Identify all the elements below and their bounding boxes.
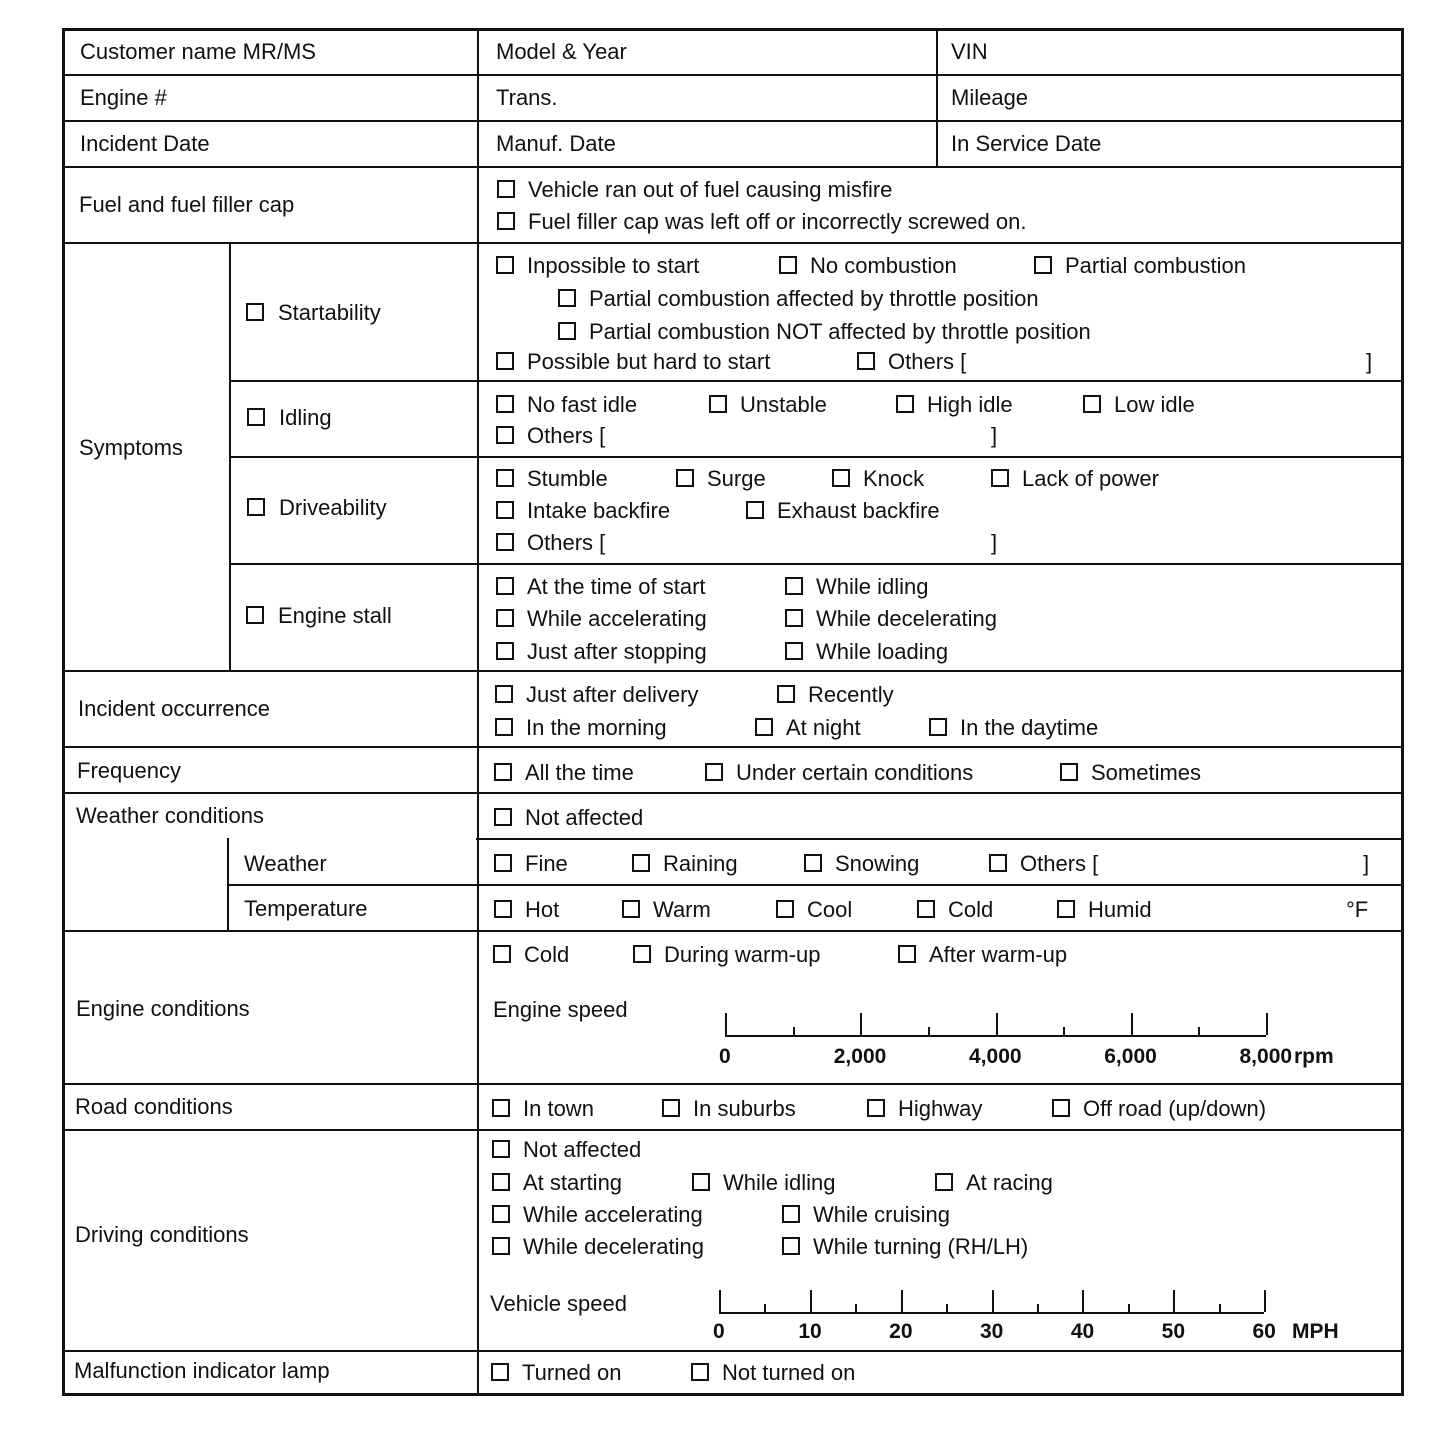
option-label: Sometimes xyxy=(1091,760,1202,785)
cold-checkbox[interactable] xyxy=(917,900,935,918)
row-divider xyxy=(62,670,1404,672)
option-label: While loading xyxy=(816,639,949,664)
rpm-minor-tick xyxy=(1063,1027,1065,1035)
close-bracket: ] xyxy=(991,423,998,448)
while-cruising-checkbox[interactable] xyxy=(782,1205,800,1223)
road-conditions-label: Road conditions xyxy=(75,1094,233,1119)
option-label: At the time of start xyxy=(527,574,706,599)
option-label: Others [ xyxy=(1020,851,1099,876)
in-the-daytime-checkbox[interactable] xyxy=(929,718,947,736)
option-label: While turning (RH/LH) xyxy=(813,1234,1029,1259)
hard-to-start-checkbox[interactable] xyxy=(496,352,514,370)
mph-major-tick xyxy=(992,1290,994,1312)
option-label: Inpossible to start xyxy=(527,253,700,278)
mph-minor-tick xyxy=(1037,1304,1039,1312)
recently-checkbox[interactable] xyxy=(777,685,795,703)
option-label: Cool xyxy=(807,897,853,922)
startability-label: Startability xyxy=(278,300,381,325)
mph-major-tick xyxy=(1264,1290,1266,1312)
mph-minor-tick xyxy=(946,1304,948,1312)
engine-speed-label: Engine speed xyxy=(493,997,628,1022)
mph-tick-label: 10 xyxy=(798,1320,822,1343)
option-label: During warm-up xyxy=(664,942,821,967)
option-label: Cold xyxy=(524,942,570,967)
option-label: Fine xyxy=(525,851,568,876)
rpm-axis-line xyxy=(725,1035,1266,1037)
column-divider xyxy=(936,28,938,166)
option-label: Low idle xyxy=(1114,392,1195,417)
row-divider xyxy=(62,930,1404,932)
option-label: Possible but hard to start xyxy=(527,349,771,374)
row-divider xyxy=(228,884,1404,886)
option-label: Not affected xyxy=(523,1137,642,1162)
rpm-major-tick xyxy=(860,1013,862,1035)
column-divider xyxy=(229,242,231,670)
vehicle-speed-label: Vehicle speed xyxy=(490,1291,627,1316)
mph-tick-label: 60 xyxy=(1252,1320,1276,1343)
option-label: Stumble xyxy=(527,466,608,491)
row-divider xyxy=(62,120,1404,122)
option-label: Highway xyxy=(898,1096,983,1121)
option-label: Warm xyxy=(653,897,711,922)
exhaust-backfire-checkbox[interactable] xyxy=(746,501,764,519)
option-label: All the time xyxy=(525,760,634,785)
row-divider xyxy=(230,380,1404,382)
row-divider xyxy=(62,1083,1404,1085)
time-of-start-checkbox[interactable] xyxy=(496,577,514,595)
rpm-tick-label: 6,000 xyxy=(1104,1045,1157,1068)
hot-checkbox[interactable] xyxy=(494,900,512,918)
option-label: Others [ xyxy=(527,423,606,448)
option-label: While accelerating xyxy=(523,1202,703,1227)
option-label: While idling xyxy=(816,574,929,599)
option-label: Off road (up/down) xyxy=(1083,1096,1267,1121)
rpm-tick-label: 0 xyxy=(719,1045,731,1068)
row-divider xyxy=(62,74,1404,76)
option-label: No combustion xyxy=(810,253,957,278)
idling-label: Idling xyxy=(279,405,332,430)
option-label: Others [ xyxy=(888,349,967,374)
option-label: Others [ xyxy=(527,530,606,555)
fahrenheit-unit: °F xyxy=(1346,897,1369,922)
after-warm-up-checkbox[interactable] xyxy=(898,945,916,963)
sometimes-checkbox[interactable] xyxy=(1060,763,1078,781)
fuel-section-label: Fuel and fuel filler cap xyxy=(79,192,295,217)
frequency-label: Frequency xyxy=(77,758,181,783)
no-combustion-checkbox[interactable] xyxy=(779,256,797,274)
option-label: Not affected xyxy=(525,805,644,830)
option-label: While decelerating xyxy=(523,1234,704,1259)
option-label: Partial combustion NOT affected by throttle position xyxy=(589,319,1091,344)
in-suburbs-checkbox[interactable] xyxy=(662,1099,680,1117)
model-year-label: Model & Year xyxy=(496,39,627,64)
row-divider xyxy=(230,456,1404,458)
idling-others-checkbox[interactable] xyxy=(496,426,514,444)
mph-minor-tick xyxy=(764,1304,766,1312)
row-divider xyxy=(62,792,1404,794)
incident-occurrence-label: Incident occurrence xyxy=(78,696,270,721)
fine-checkbox[interactable] xyxy=(494,854,512,872)
option-label: In the daytime xyxy=(960,715,1099,740)
mph-minor-tick xyxy=(1219,1304,1221,1312)
weather-others-checkbox[interactable] xyxy=(989,854,1007,872)
close-bracket: ] xyxy=(1366,349,1373,374)
driveability-others-checkbox[interactable] xyxy=(496,533,514,551)
engine-cold-checkbox[interactable] xyxy=(493,945,511,963)
option-label: Exhaust backfire xyxy=(777,498,940,523)
rpm-major-tick xyxy=(725,1013,727,1035)
at-starting-checkbox[interactable] xyxy=(492,1173,510,1191)
low-idle-checkbox[interactable] xyxy=(1083,395,1101,413)
close-bracket: ] xyxy=(991,530,998,555)
fuel-option-label: Vehicle ran out of fuel causing misfire xyxy=(528,177,893,202)
mph-major-tick xyxy=(901,1290,903,1312)
option-label: Raining xyxy=(663,851,738,876)
fuel-option-label: Fuel filler cap was left off or incorrectly screwed on. xyxy=(528,209,1027,234)
row-divider xyxy=(476,838,1404,840)
engine-conditions-label: Engine conditions xyxy=(76,996,250,1021)
not-turned-on-checkbox[interactable] xyxy=(691,1363,709,1381)
turned-on-checkbox[interactable] xyxy=(491,1363,509,1381)
option-label: Hot xyxy=(525,897,560,922)
close-bracket: ] xyxy=(1363,851,1370,876)
engine-stall-label: Engine stall xyxy=(278,603,392,628)
option-label: Knock xyxy=(863,466,925,491)
fuel-cap-checkbox[interactable] xyxy=(497,212,515,230)
rpm-tick-label: 4,000 xyxy=(969,1045,1022,1068)
option-label: Partial combustion affected by throttle position xyxy=(589,286,1039,311)
partial-combustion-not-throttle-checkbox[interactable] xyxy=(558,322,576,340)
mph-minor-tick xyxy=(1128,1304,1130,1312)
row-divider xyxy=(62,1350,1404,1352)
mph-tick-label: 40 xyxy=(1070,1320,1095,1343)
mph-tick-label: 0 xyxy=(713,1320,725,1343)
stumble-checkbox[interactable] xyxy=(496,469,514,487)
driveability-checkbox[interactable] xyxy=(247,498,265,516)
option-label: While decelerating xyxy=(816,606,997,631)
option-label: At starting xyxy=(523,1170,623,1195)
mph-major-tick xyxy=(810,1290,812,1312)
option-label: High idle xyxy=(927,392,1013,417)
column-divider xyxy=(227,838,229,930)
stall-while-decelerating-checkbox[interactable] xyxy=(785,609,803,627)
driveability-label: Driveability xyxy=(279,495,387,520)
weather-label: Weather xyxy=(244,851,327,876)
rpm-minor-tick xyxy=(1198,1027,1200,1035)
rpm-major-tick xyxy=(996,1013,998,1035)
at-night-checkbox[interactable] xyxy=(755,718,773,736)
option-label: Humid xyxy=(1088,897,1152,922)
driving-not-affected-checkbox[interactable] xyxy=(492,1140,510,1158)
option-label: Lack of power xyxy=(1022,466,1159,491)
mph-major-tick xyxy=(1082,1290,1084,1312)
knock-checkbox[interactable] xyxy=(832,469,850,487)
option-label: Not turned on xyxy=(722,1360,856,1385)
unstable-checkbox[interactable] xyxy=(709,395,727,413)
option-label: Turned on xyxy=(522,1360,622,1385)
customer-name-label: Customer name MR/MS xyxy=(80,39,316,64)
option-label: At racing xyxy=(966,1170,1053,1195)
startability-others-checkbox[interactable] xyxy=(857,352,875,370)
temperature-label: Temperature xyxy=(244,896,368,921)
stall-while-accelerating-checkbox[interactable] xyxy=(496,609,514,627)
rpm-unit-label: rpm xyxy=(1294,1045,1334,1068)
option-label: Surge xyxy=(707,466,766,491)
stall-while-idling-checkbox[interactable] xyxy=(785,577,803,595)
option-label: While cruising xyxy=(813,1202,950,1227)
driving-while-idling-checkbox[interactable] xyxy=(692,1173,710,1191)
rpm-tick-label: 2,000 xyxy=(833,1045,887,1068)
option-label: No fast idle xyxy=(527,392,638,417)
raining-checkbox[interactable] xyxy=(632,854,650,872)
driving-while-accelerating-checkbox[interactable] xyxy=(492,1205,510,1223)
option-label: Unstable xyxy=(740,392,827,417)
mph-minor-tick xyxy=(855,1304,857,1312)
intake-backfire-checkbox[interactable] xyxy=(496,501,514,519)
humid-checkbox[interactable] xyxy=(1057,900,1075,918)
option-label: In town xyxy=(523,1096,594,1121)
rpm-tick-label: 8,000 xyxy=(1239,1045,1293,1068)
incident-date-label: Incident Date xyxy=(80,131,210,156)
weather-conditions-label: Weather conditions xyxy=(76,803,264,828)
partial-combustion-throttle-checkbox[interactable] xyxy=(558,289,576,307)
at-racing-checkbox[interactable] xyxy=(935,1173,953,1191)
rpm-major-tick xyxy=(1131,1013,1133,1035)
rpm-minor-tick xyxy=(793,1027,795,1035)
option-label: While idling xyxy=(723,1170,836,1195)
option-label: At night xyxy=(786,715,861,740)
mil-label: Malfunction indicator lamp xyxy=(74,1358,330,1383)
mileage-label: Mileage xyxy=(951,85,1029,110)
row-divider xyxy=(62,746,1404,748)
option-label: Under certain conditions xyxy=(736,760,974,785)
just-after-stopping-checkbox[interactable] xyxy=(496,642,514,660)
just-after-delivery-checkbox[interactable] xyxy=(495,685,513,703)
row-divider xyxy=(62,1129,1404,1131)
weather-not-affected-checkbox[interactable] xyxy=(494,808,512,826)
mph-tick-label: 30 xyxy=(980,1320,1004,1343)
all-the-time-checkbox[interactable] xyxy=(494,763,512,781)
startability-checkbox[interactable] xyxy=(246,303,264,321)
option-label: After warm-up xyxy=(929,942,1068,967)
while-turning-checkbox[interactable] xyxy=(782,1237,800,1255)
off-road-checkbox[interactable] xyxy=(1052,1099,1070,1117)
option-label: Cold xyxy=(948,897,994,922)
option-label: Recently xyxy=(808,682,894,707)
mph-axis-line xyxy=(719,1312,1264,1314)
surge-checkbox[interactable] xyxy=(676,469,694,487)
row-divider xyxy=(62,242,1404,244)
option-label: Snowing xyxy=(835,851,920,876)
partial-combustion-checkbox[interactable] xyxy=(1034,256,1052,274)
rpm-major-tick xyxy=(1266,1013,1268,1035)
during-warm-up-checkbox[interactable] xyxy=(633,945,651,963)
impossible-to-start-checkbox[interactable] xyxy=(496,256,514,274)
fuel-ran-out-checkbox[interactable] xyxy=(497,180,515,198)
mph-tick-label: 20 xyxy=(889,1320,913,1343)
mph-major-tick xyxy=(1173,1290,1175,1312)
driving-conditions-label: Driving conditions xyxy=(75,1222,249,1247)
manuf-date-label: Manuf. Date xyxy=(496,131,616,156)
row-divider xyxy=(62,166,1404,168)
option-label: In suburbs xyxy=(693,1096,796,1121)
certain-conditions-checkbox[interactable] xyxy=(705,763,723,781)
idling-checkbox[interactable] xyxy=(247,408,265,426)
highway-checkbox[interactable] xyxy=(867,1099,885,1117)
engine-stall-checkbox[interactable] xyxy=(246,606,264,624)
symptoms-label: Symptoms xyxy=(79,435,183,460)
snowing-checkbox[interactable] xyxy=(804,854,822,872)
no-fast-idle-checkbox[interactable] xyxy=(496,395,514,413)
trans-label: Trans. xyxy=(496,85,558,110)
mph-tick-label: 50 xyxy=(1161,1320,1186,1343)
column-divider xyxy=(477,28,479,1396)
high-idle-checkbox[interactable] xyxy=(896,395,914,413)
rpm-minor-tick xyxy=(928,1027,930,1035)
option-label: Intake backfire xyxy=(527,498,671,523)
option-label: While accelerating xyxy=(527,606,707,631)
option-label: Just after delivery xyxy=(526,682,699,707)
in-the-morning-checkbox[interactable] xyxy=(495,718,513,736)
in-service-date-label: In Service Date xyxy=(951,131,1102,156)
lack-of-power-checkbox[interactable] xyxy=(991,469,1009,487)
mph-major-tick xyxy=(719,1290,721,1312)
mph-unit-label: MPH xyxy=(1292,1320,1339,1343)
in-town-checkbox[interactable] xyxy=(492,1099,510,1117)
row-divider xyxy=(230,563,1404,565)
cool-checkbox[interactable] xyxy=(776,900,794,918)
driving-while-decelerating-checkbox[interactable] xyxy=(492,1237,510,1255)
vin-label: VIN xyxy=(951,39,988,64)
option-label: Partial combustion xyxy=(1065,253,1246,278)
while-loading-checkbox[interactable] xyxy=(785,642,803,660)
warm-checkbox[interactable] xyxy=(622,900,640,918)
option-label: In the morning xyxy=(526,715,667,740)
engine-number-label: Engine # xyxy=(80,85,167,110)
option-label: Just after stopping xyxy=(527,639,707,664)
